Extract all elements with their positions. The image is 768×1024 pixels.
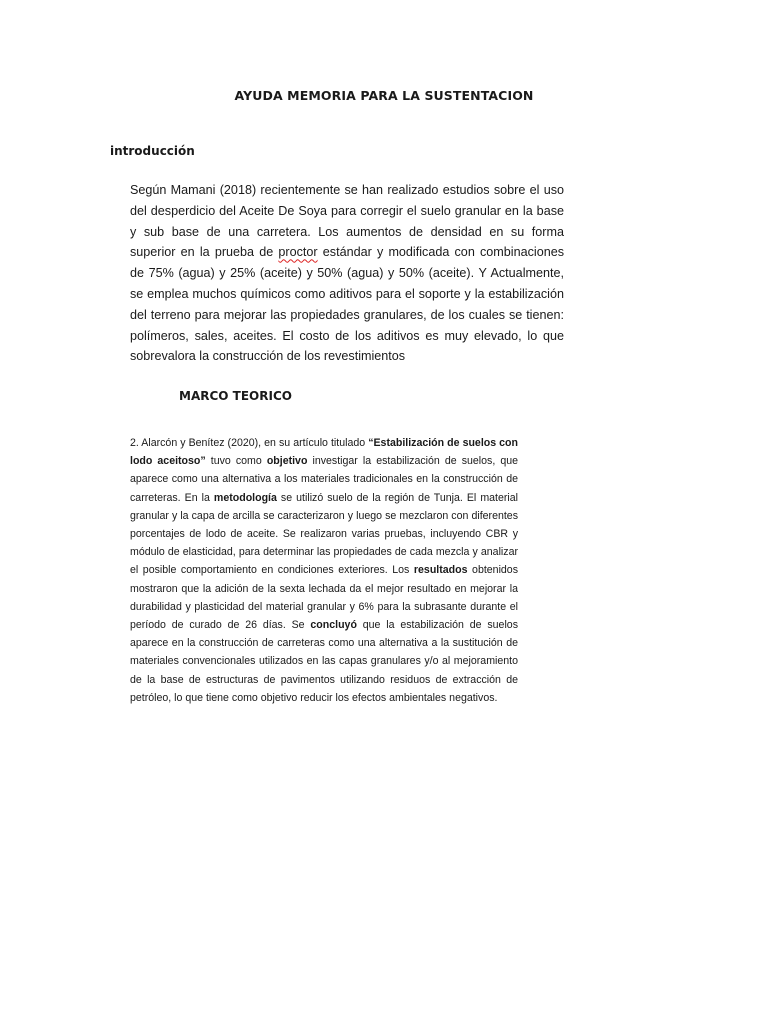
resultados-bold: resultados bbox=[413, 564, 468, 577]
marco-text-4: se utilizó suelo de la región de Tunja. El material granular y la capa de arcilla se caracterizaron y luego se mezclaron con diferentes porcentajes de lodo de aceite. Se realizaron varias pruebas, incluyendo CBR y módulo de elasticidad, para determinar las propiedades de cada mezcla y analizar el posible comportamiento en condiciones exteriores. Los bbox=[130, 491, 518, 577]
article-title-bold: “Estabilización de suelos con lodo aceitoso” bbox=[130, 437, 519, 468]
introduction-heading: introducción bbox=[110, 144, 195, 158]
intro-text-part-1: Según Mamani (2018) recientemente se han realizado estudios sobre el uso del desperdicio del Aceite De Soya para corregir el suelo granular en la base y sub base de una carretera. Los aumentos de densidad en su forma superior en la prueba de bbox=[130, 183, 564, 260]
marco-text-2: tuvo como bbox=[205, 455, 267, 468]
concluyo-bold: concluyó bbox=[310, 619, 357, 632]
document-title: AYUDA MEMORIA PARA LA SUSTENTACION bbox=[234, 88, 534, 103]
marco-teorico-paragraph bbox=[130, 434, 518, 707]
marco-text-6: que la estabilización de suelos aparece en la construcción de carreteras como una alternativa a la sustitución de materiales convencionales utilizados en las capas granulares y/o al mejoramiento de la base de estructuras de pavimentos utilizando residuos de extracción de petróleo, lo que tiene como objetivo reducir los efectos ambientales negativos. bbox=[130, 619, 518, 704]
objetivo-bold: objetivo bbox=[266, 455, 308, 468]
marco-text-1: 2. Alarcón y Benítez (2020), en su artículo titulado bbox=[130, 437, 369, 449]
intro-text-part-2: estándar y modificada con combinaciones de 75% (agua) y 25% (aceite) y 50% (agua) y 50% (aceite). Y Actualmente, se emplea muchos químicos como aditivos para el soporte y la estabilización del terreno para mejorar las propiedades granulares, de los cuales se tienen: polímeros, sales, aceites. El costo de los aditivos es muy elevado, lo que sobrevalora la construcción de los revestimientos bbox=[130, 245, 564, 364]
marco-teorico-heading: MARCO TEORICO bbox=[179, 389, 292, 403]
marco-text-5: obtenidos mostraron que la adición de la sexta lechada da el mejor resultado en mejorar la durabilidad y plasticidad del material granular y 6% para la subrasante durante el período de curado de 26 días. Se bbox=[130, 564, 518, 632]
marco-text-3: investigar la estabilización de suelos, que aparece como una alternativa a los materiales tradicionales en la construcción de carreteras. En la bbox=[130, 455, 518, 504]
introduction-paragraph bbox=[130, 180, 564, 367]
misspelled-word: proctor bbox=[278, 245, 318, 260]
metodologia-bold: metodología bbox=[213, 491, 277, 504]
